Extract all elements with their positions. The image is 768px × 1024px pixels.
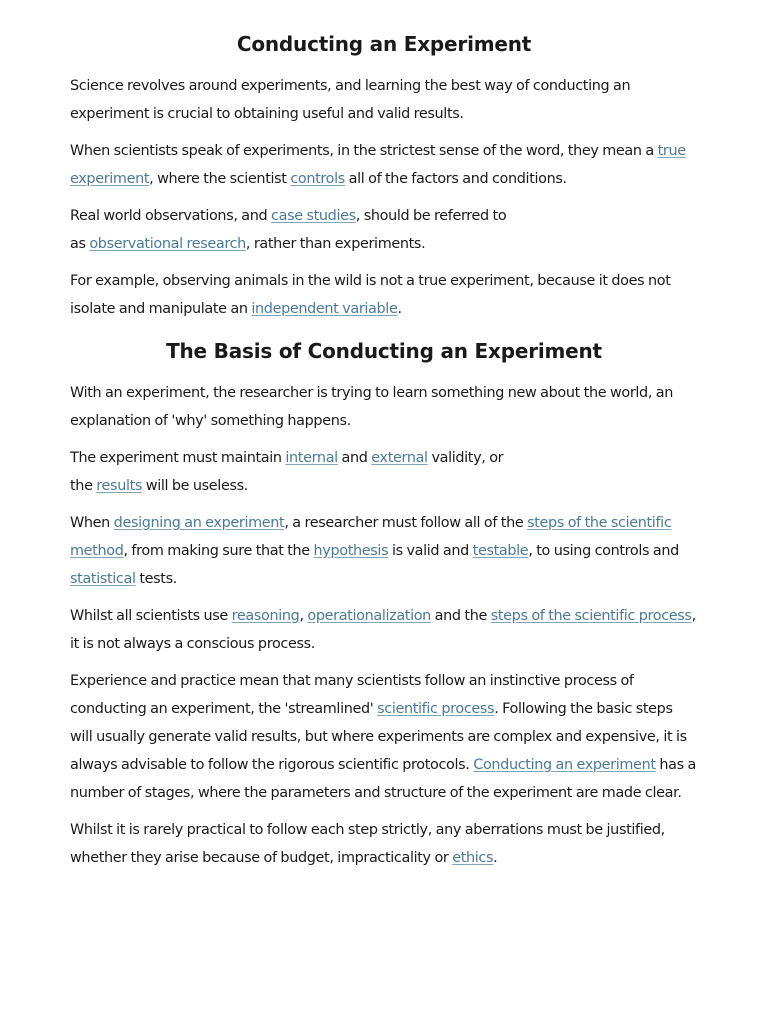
link-reasoning[interactable]: reasoning xyxy=(231,608,300,624)
paragraph xyxy=(70,816,698,872)
paragraph-text: as xyxy=(70,236,90,252)
paragraph-text: Science revolves around experiments, and learning the best way of conducting an experiment is crucial to obtaining useful and valid results. xyxy=(70,78,631,122)
paragraph-text: For example, observing animals in the wild is not a true experiment, because it does not isolate and manipulate an xyxy=(70,273,671,317)
paragraph-text: validity, or xyxy=(427,450,504,466)
link-statistical[interactable]: statistical xyxy=(70,571,136,587)
paragraph xyxy=(70,667,698,807)
paragraph-text: Whilst all scientists use xyxy=(70,608,232,624)
paragraph-text: , a researcher must follow all of the xyxy=(284,515,528,531)
link-case-studies[interactable]: case studies xyxy=(271,208,356,224)
paragraph xyxy=(70,602,698,658)
link-conducting-an-experiment[interactable]: Conducting an experiment xyxy=(473,757,656,773)
link-observational-research[interactable]: observational research xyxy=(89,236,246,252)
paragraph-text: , should be referred to xyxy=(355,208,507,224)
link-scientific-process[interactable]: scientific process xyxy=(377,701,495,717)
paragraph xyxy=(70,509,698,593)
link-designing-an-experiment[interactable]: designing an experiment xyxy=(113,515,285,531)
paragraph-text: Experience and practice mean that many scientists follow an instinctive process of conducting an experiment, the 'streamlined' xyxy=(70,673,634,717)
link-steps-of-the-scientific-process[interactable]: steps of the scientific process xyxy=(490,608,692,624)
paragraph-text: and xyxy=(337,450,372,466)
paragraph-text: Whilst it is rarely practical to follow each step strictly, any aberrations must be justified, whether they arise because of budget, impracticality or xyxy=(70,822,665,866)
paragraph xyxy=(70,267,698,323)
link-true-experiment[interactable]: true experiment xyxy=(70,143,686,187)
paragraph xyxy=(70,444,698,500)
paragraph-text: , where the scientist xyxy=(149,171,291,187)
link-independent-variable[interactable]: independent variable xyxy=(251,301,398,317)
link-results[interactable]: results xyxy=(96,478,143,494)
paragraph-text: , to using controls and xyxy=(528,543,679,559)
paragraph-text: . xyxy=(397,301,402,317)
link-internal[interactable]: internal xyxy=(285,450,338,466)
paragraph xyxy=(70,202,698,258)
paragraph-text: , it is not always a conscious process. xyxy=(70,608,696,652)
paragraph-text: will be useless. xyxy=(142,478,248,494)
paragraph-text: . Following the basic steps will usually generate valid results, but where experiments are complex and expensive, it is always advisable to follow the rigorous scientific protocols. xyxy=(70,701,687,773)
link-external[interactable]: external xyxy=(371,450,428,466)
paragraph xyxy=(70,379,698,435)
paragraph-text: tests. xyxy=(135,571,177,587)
paragraph-text: , xyxy=(299,608,308,624)
paragraph-text: With an experiment, the researcher is trying to learn something new about the world, an explanation of 'why' something happens. xyxy=(70,385,674,429)
link-testable[interactable]: testable xyxy=(472,543,529,559)
paragraph-text: and the xyxy=(430,608,491,624)
link-hypothesis[interactable]: hypothesis xyxy=(313,543,389,559)
link-steps-of-the-scientific-method[interactable]: steps of the scientific method xyxy=(70,515,672,559)
paragraph-text: When xyxy=(70,515,114,531)
paragraph-text: . xyxy=(493,850,498,866)
paragraph-text: The experiment must maintain xyxy=(70,450,286,466)
paragraph-text: When scientists speak of experiments, in the strictest sense of the word, they mean a xyxy=(70,143,658,159)
link-controls[interactable]: controls xyxy=(290,171,345,187)
page-title: Conducting an Experiment xyxy=(236,32,532,56)
paragraph xyxy=(70,72,698,128)
paragraph xyxy=(70,137,698,193)
paragraph-text: the xyxy=(70,478,97,494)
paragraph-text: all of the factors and conditions. xyxy=(344,171,567,187)
link-ethics[interactable]: ethics xyxy=(452,850,494,866)
paragraph-text: Real world observations, and xyxy=(70,208,272,224)
paragraph-text: is valid and xyxy=(388,543,473,559)
paragraph-text: , from making sure that the xyxy=(123,543,314,559)
document-body xyxy=(70,72,698,872)
paragraph-text: , rather than experiments. xyxy=(245,236,426,252)
section-heading: The Basis of Conducting an Experiment xyxy=(166,339,602,363)
link-operationalization[interactable]: operationalization xyxy=(307,608,431,624)
paragraph-text: has a number of stages, where the parameters and structure of the experiment are made clear. xyxy=(70,757,696,801)
